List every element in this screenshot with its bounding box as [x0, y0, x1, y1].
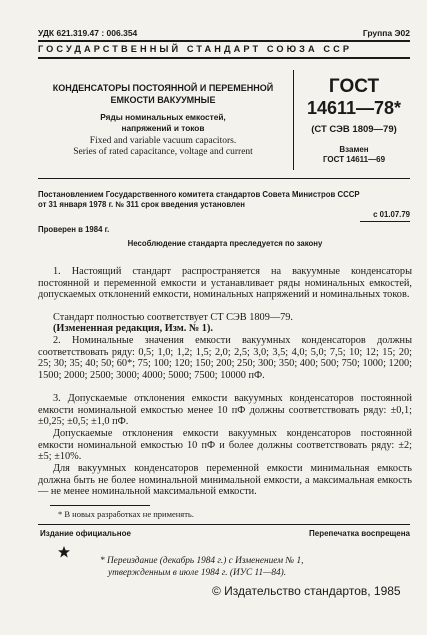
- footnote: * В новых разработках не применять.: [58, 509, 194, 519]
- subtitle-ru-line-2: напряжений и токов: [121, 123, 205, 133]
- title-block: [38, 82, 288, 158]
- title-en-line-2: Series of rated capacitance, voltage and current: [73, 147, 253, 157]
- group-code: Группа Э02: [362, 28, 410, 38]
- reprint-note-line-2: утвержденным в июле 1984 г. (ИУС 11—84).: [108, 568, 287, 578]
- title-ru-line-1: КОНДЕНСАТОРЫ ПОСТОЯННОЙ И ПЕРЕМЕННОЙ: [52, 83, 274, 93]
- decree-line-2: от 31 января 1978 г. № 311 срок введения установлен: [38, 200, 245, 209]
- banner-rule: [38, 57, 410, 59]
- gost-label: ГОСТ: [328, 76, 380, 97]
- official-edition: Издание официальное: [40, 529, 131, 538]
- effective-date: с 01.07.79: [373, 210, 410, 219]
- title-ru-line-2: ЕМКОСТИ ВАКУУМНЫЕ: [110, 95, 216, 105]
- reprint-note-line-1: * Переиздание (декабрь 1984 г.) с Изменением № 1,: [100, 556, 304, 566]
- title-en-line-1: Fixed and variable vacuum capacitors.: [89, 136, 237, 146]
- paragraph-1-sev: Стандарт полностью соответствует СТ СЭВ 1809—79.: [53, 312, 294, 323]
- gost-block: [296, 76, 412, 165]
- paragraph-1-amendment: (Измененная редакция, Изм. № 1).: [53, 323, 213, 334]
- reprint-forbidden: Перепечатка воспрещена: [309, 529, 410, 538]
- paragraph-3c: Для вакуумных конденсаторов переменной емкости минимальная емкость должна быть не более номинальной минимальной емкости, а максимальная емкость — не менее номинальной максимальной емкости.: [38, 463, 412, 498]
- standard-banner: ГОСУДАРСТВЕННЫЙ СТАНДАРТ СОЮЗА ССР: [38, 44, 353, 54]
- effective-date-underline: [360, 221, 410, 222]
- footer-rule: [38, 524, 410, 525]
- udk-code: УДК 621.319.47 : 006.354: [38, 28, 138, 38]
- title-divider: [293, 70, 294, 170]
- subtitle-ru-line-1: Ряды номинальных емкостей,: [100, 112, 226, 122]
- replaces-label: Взамен: [339, 145, 369, 154]
- paragraph-3: 3. Допускаемые отклонения емкости вакуумных конденсаторов постоянной емкости номинальной емкостью менее 10 пФ должны соответствовать ряду: ±0,1; ±0,25; ±0,5; ±1,0 пФ.: [38, 393, 412, 428]
- star-icon: [58, 545, 70, 557]
- decree-line-1: Постановлением Государственного комитета стандартов Совета Министров СССР: [38, 190, 360, 199]
- top-rule: [38, 40, 410, 42]
- st-sev-number: (СТ СЭВ 1809—79): [311, 124, 397, 135]
- law-notice: Несоблюдение стандарта преследуется по закону: [127, 239, 323, 248]
- title-bottom-rule: [38, 178, 410, 179]
- paragraph-2: 2. Номинальные значения емкости вакуумных конденсаторов должны соответствовать ряду: 0,5; 1,0; 1,2; 1,5; 2,0; 2,5; 3,0; 3,5; 4,0; 5,0; 7,5; 10; 12; 15; 20; 25; 30; 35; 40; 50; 60*; 75; 100; 120; 150; 200; 250; 300; 350; 400; 500; 750; 1000; 1200; 1500; 2000; 2500; 3000; 4000; 5000; 7500; 10000 пФ.: [38, 335, 412, 381]
- paragraph-3b: Допускаемые отклонения емкости вакуумных конденсаторов постоянной емкости номинальной емкостью 10 пФ и более должны соответствовать ряду: ±2; ±5; ±10%.: [38, 428, 412, 463]
- replaces-value: ГОСТ 14611—69: [322, 155, 386, 164]
- checked-note: Проверен в 1984 г.: [38, 225, 110, 234]
- copyright: © Издательство стандартов, 1985: [212, 584, 401, 598]
- paragraph-1: 1. Настоящий стандарт распространяется на вакуумные конденсаторы постоянной и переменной емкости и устанавливает ряды номинальных емкостей, допускаемых отклонений емкости, номинальных напряжений и номинальных токов.: [38, 266, 412, 301]
- footnote-rule: [50, 505, 150, 506]
- gost-number: 14611—78*: [306, 98, 402, 118]
